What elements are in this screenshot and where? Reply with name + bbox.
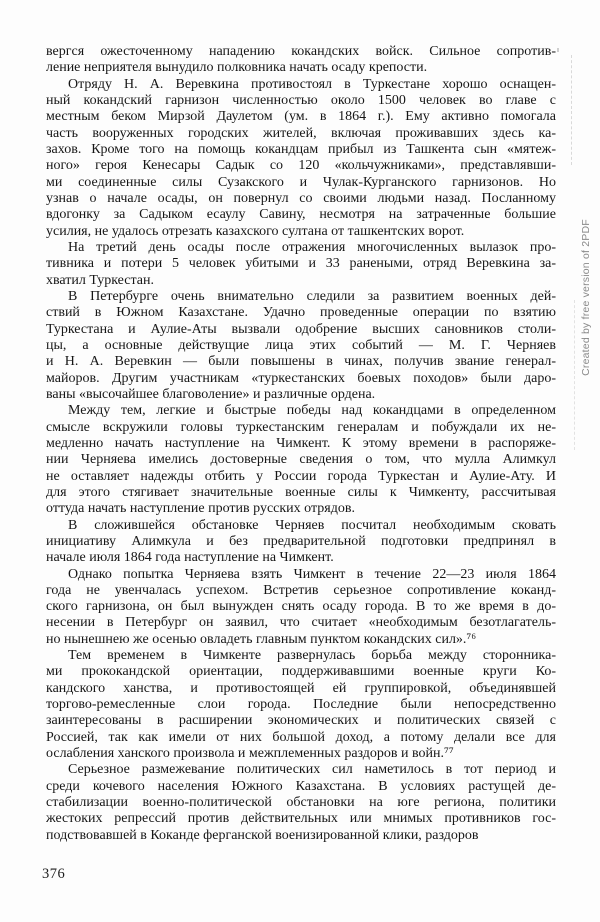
text-line: ного» героя Кенесары Садык со 120 «кольчужниками», представлявши-: [46, 158, 556, 174]
scan-artifact: [574, 300, 575, 450]
text-line: ослабления ханского произвола и межплеменных раздоров и войн.⁷⁷: [46, 746, 454, 762]
text-line: и Н. А. Веревкин — были повышены в чинах, получив звание генерал-: [46, 354, 556, 370]
text-line: несении в Петербург он заявил, что считает «необходимым безотлагатель-: [46, 615, 556, 631]
paragraph: [46, 762, 556, 844]
text-line: Между тем, легкие и быстрые победы над кокандцами в определенном: [68, 403, 556, 419]
paragraph: [46, 648, 556, 762]
text-line: ского гарнизона, он был вынужден снять осаду города. В то же время в до-: [46, 599, 556, 615]
text-line: смысле вскружили головы туркестанским генералам и побуждали их не-: [46, 419, 556, 435]
text-line: нии Черняева имелись достоверные сведения о том, что мулла Алимкул: [46, 452, 556, 468]
text-line: торгово-ремесленные слои города. Последние были непосредственно: [46, 697, 556, 713]
text-line: На третий день осады после отражения многочисленных вылазок про-: [68, 239, 556, 255]
text-line: для этого стягивает значительные военные силы к Чимкенту, рассчитывая: [46, 484, 556, 500]
text-line: Однако попытка Черняева взять Чимкент в течение 22—23 июля 1864: [68, 566, 556, 582]
text-line: часть вооруженных городских жителей, включая проживавших здесь ка-: [46, 125, 556, 141]
text-line: ваны «высочайшее благоволение» и различные ордена.: [46, 386, 376, 402]
text-line: вергся ожесточенному нападению кокандских войск. Сильное сопротив-: [46, 44, 556, 59]
paragraph: [46, 240, 556, 289]
text-line: медленно начать наступление на Чимкент. К этому времени в распоряже-: [46, 435, 556, 451]
text-line: Тем временем в Чимкенте развернулась борьба между сторонника-: [68, 648, 556, 664]
text-line: подствовавшей в Коканде ферганской военизированной клики, раздоров: [46, 827, 479, 843]
text-line: вдогонку за Садыком есаулу Савину, несмотря на затраченные большие: [46, 207, 556, 223]
watermark-2pdf: Created by free version of 2PDF: [580, 219, 592, 376]
paragraph: [46, 518, 556, 567]
text-line: заинтересованы в расширении экономических и политических связей с: [46, 713, 556, 729]
text-line: года не увенчалась успехом. Встретив серьезное сопротивление коканд-: [46, 582, 556, 598]
text-line: ствий в Южном Казахстане. Удачно проведенные операции по взятию: [46, 305, 556, 321]
text-line: стабилизации военно-политической обстановки на юге региона, политики: [46, 795, 556, 811]
paragraph: [46, 403, 556, 517]
text-line: узнав о начале осады, он повернул со своими людьми назад. Посланному: [46, 190, 556, 206]
text-line: захов. Кроме того на помощь кокандцам прибыл из Ташкента сын «мятеж-: [46, 141, 556, 157]
paragraph: [46, 567, 556, 649]
text-line: ми соединенные силы Сузакского и Чулак-Курганского гарнизонов. Но: [46, 174, 556, 190]
text-line: В сложившейся обстановке Черняев посчитал необходимым сковать: [68, 517, 556, 533]
text-line: хватил Туркестан.: [46, 272, 154, 288]
scan-artifact: [571, 55, 572, 165]
text-line: усилия, не удалось отрезать казахского султана от ташкентских ворот.: [46, 223, 465, 239]
text-line: кандского ханства, и противостоящей ей группировкой, объединявшей: [46, 680, 556, 696]
scan-artifact: [557, 48, 559, 52]
text-line: среди кочевого населения Южного Казахстана. В условиях растущей де-: [46, 778, 556, 794]
text-line: В Петербурге очень внимательно следили за развитием военных дей-: [68, 288, 556, 304]
text-line: начале июля 1864 года наступление на Чимкент.: [46, 550, 334, 566]
text-line: жестоких репрессий против действительных или мнимых противников гос-: [46, 811, 556, 827]
text-line: Туркестана и Аулие-Аты вызвали одобрение высших сановников столи-: [46, 321, 556, 337]
page-number: 376: [42, 866, 66, 882]
text-line: оттуда начать наступление против русских отрядов.: [46, 501, 355, 517]
text-line: ный кокандский гарнизон численностью около 1500 человек во главе с: [46, 92, 556, 108]
paragraph: [46, 44, 556, 77]
text-line: Россией, так как имели от них большой доход, а потому делали все для: [46, 729, 556, 745]
text-line: ми прококандской ориентации, поддерживавшими военные круги Ко-: [46, 664, 556, 680]
text-line: Отряду Н. А. Веревкина противостоял в Туркестане хорошо оснащен-: [68, 76, 556, 92]
text-column: [46, 44, 556, 844]
text-line: местным беком Мирзой Даулетом (ум. в 1864 г.). Ему активно помогала: [46, 109, 556, 125]
text-line: цы, а основные действущие лица этих событий — М. Г. Черняев: [46, 337, 556, 353]
text-line: ление неприятеля вынудило полковника начать осаду крепости.: [46, 60, 428, 76]
paragraph: [46, 77, 556, 240]
text-line: инициативу Алимкула и без предварительной подготовки предпринял в: [46, 533, 556, 549]
text-line: Серьезное размежевание политических сил наметилось в тот период и: [68, 762, 556, 778]
text-line: но нынешнею же осенью овладеть главным пунктом кокандских сил».⁷⁶: [46, 631, 477, 647]
text-line: не оставляет надежды отбить у России города Туркестан и Аулие-Ату. И: [46, 468, 556, 484]
text-line: майоров. Другим участникам «туркестанских боевых походов» были даро-: [46, 370, 556, 386]
text-line: тивника и потери 5 человек убитыми и 33 ранеными, отряд Веревкина за-: [46, 256, 556, 272]
paragraph: [46, 289, 556, 403]
